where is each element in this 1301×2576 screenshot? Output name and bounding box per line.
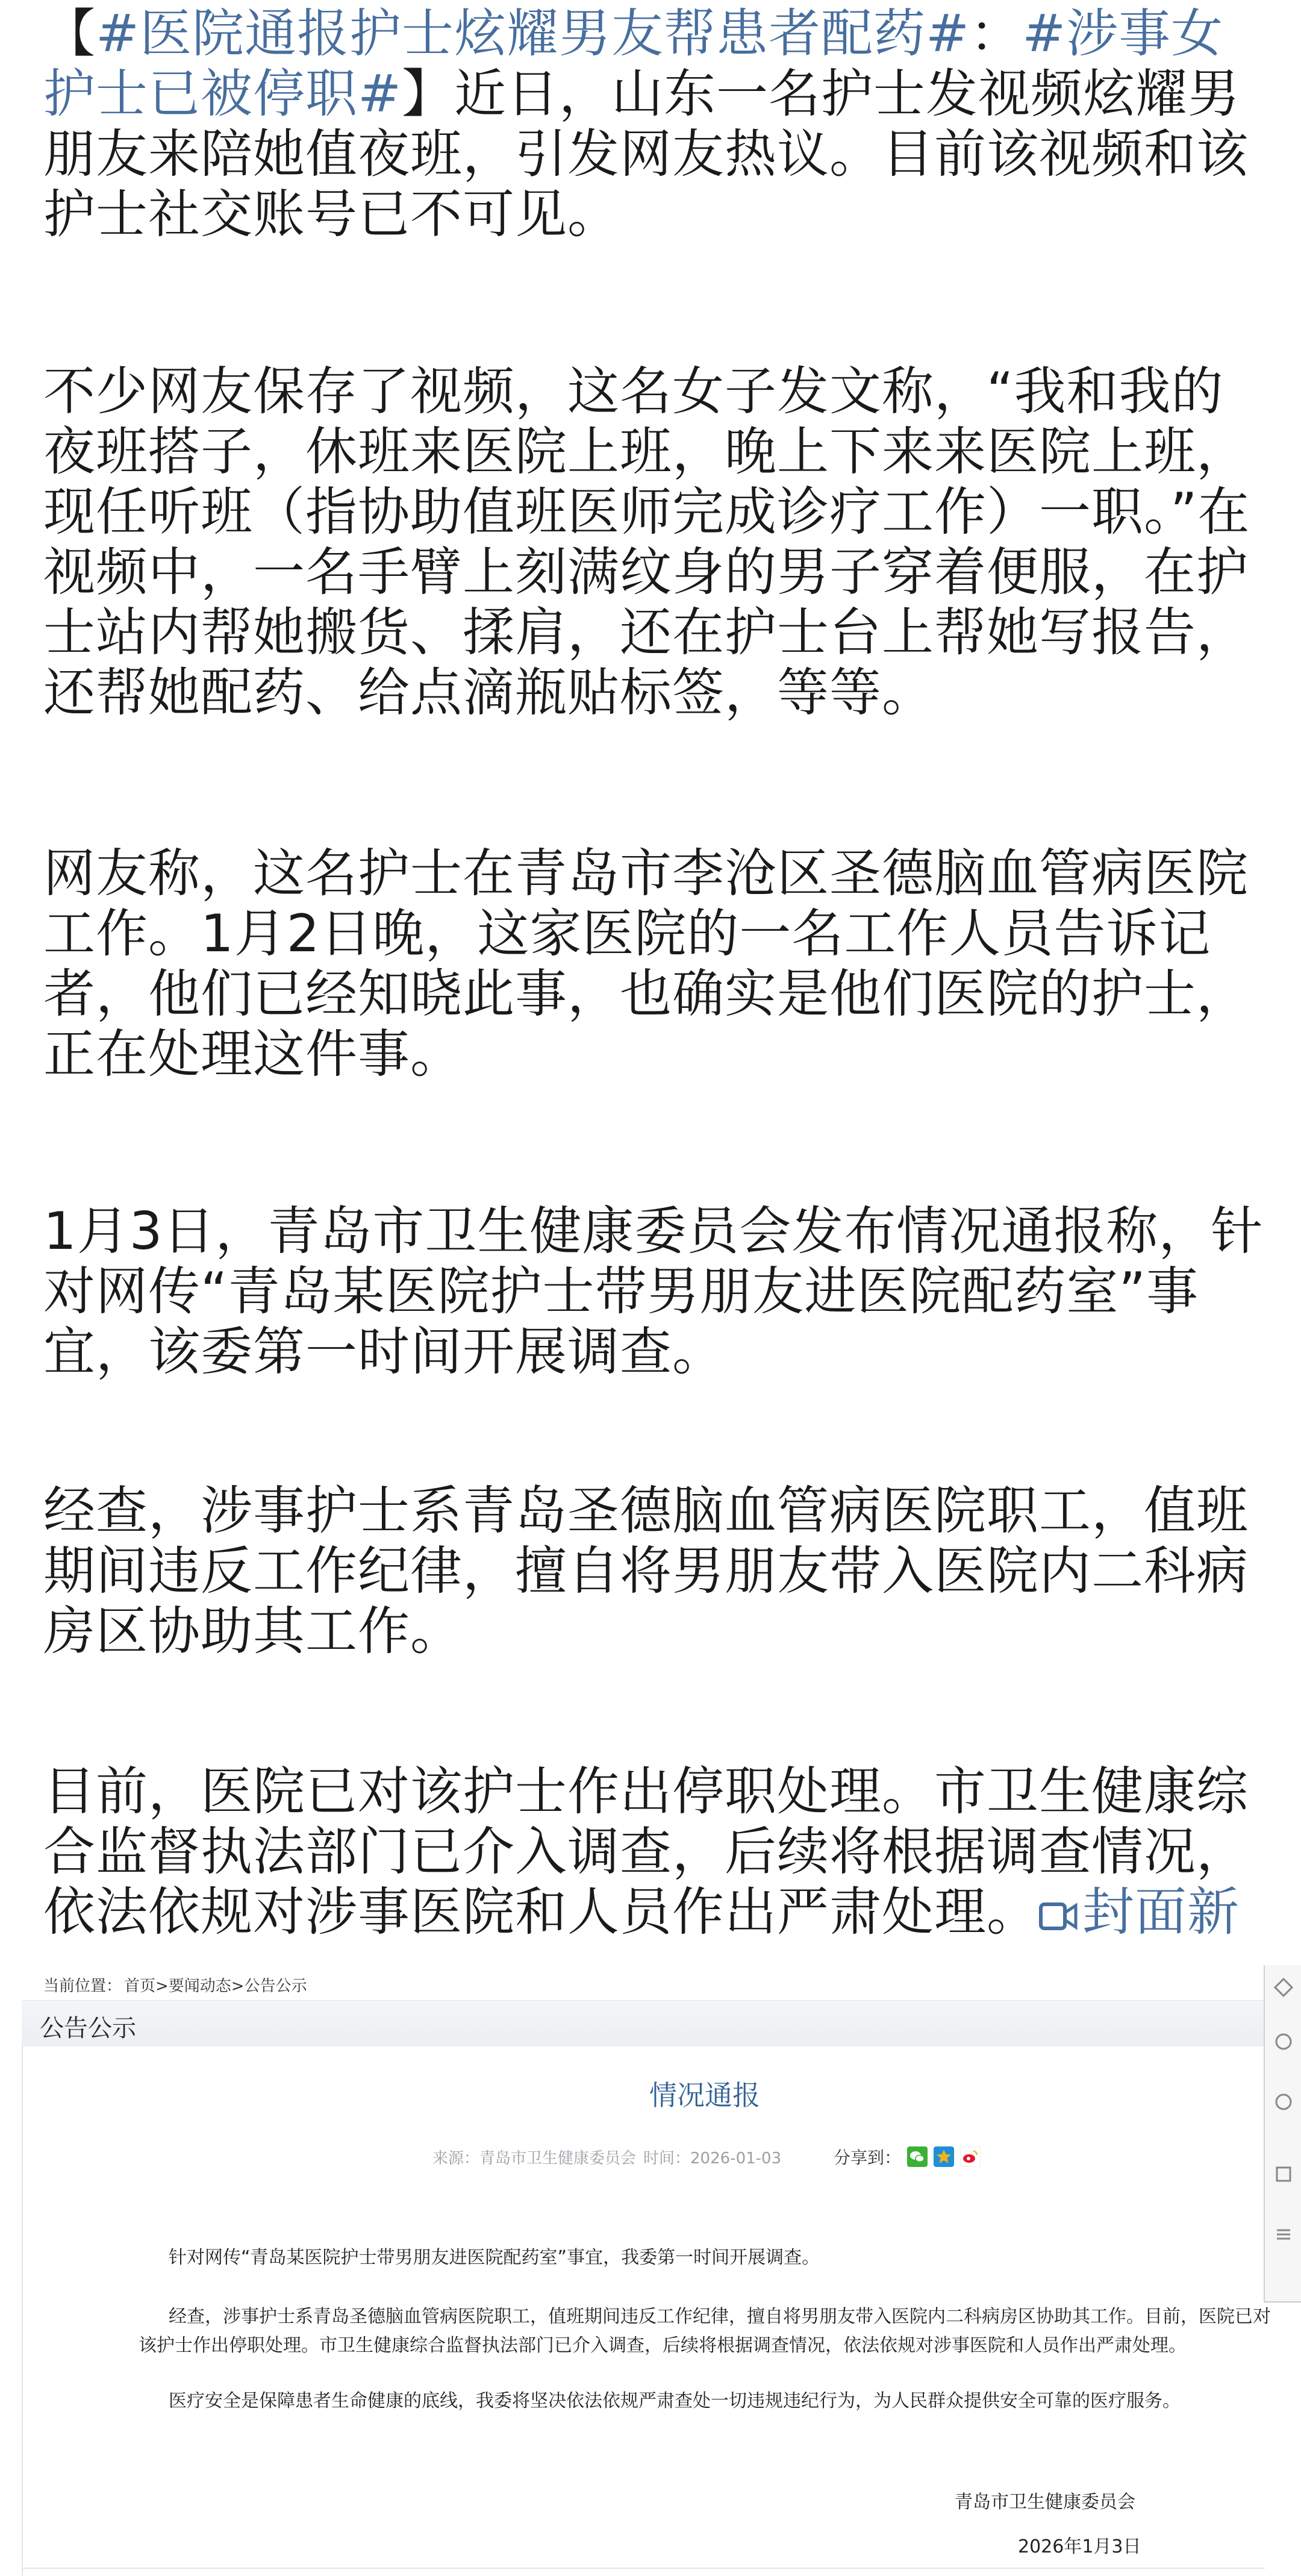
notice-time: 时间：2026-01-03 bbox=[643, 2149, 782, 2168]
notice-signature: 青岛市卫生健康委员会 bbox=[955, 2492, 1135, 2513]
wechat-share-icon[interactable] bbox=[907, 2146, 928, 2167]
qzone-share-icon[interactable] bbox=[934, 2146, 954, 2167]
notice-source: 来源：青岛市卫生健康委员会 bbox=[432, 2149, 637, 2168]
video-link-icon bbox=[1039, 1899, 1078, 1933]
weibo-share-icon[interactable] bbox=[960, 2146, 981, 2167]
source-link-label: 封面新 bbox=[1082, 1882, 1240, 1942]
diamond-icon[interactable] bbox=[1273, 1977, 1294, 1998]
square-icon[interactable] bbox=[1273, 2164, 1294, 2184]
bracket: 【 bbox=[43, 4, 96, 64]
paragraph-6-text: 目前，医院已对该护士作出停职处理。市卫生健康综合监督执法部门已介入调查，后续将根据调查情况，依法依规对涉事医院和人员作出严肃处理。 bbox=[43, 1762, 1249, 1942]
post-paragraph-4: 1月3日，青岛市卫生健康委员会发布情况通报称，针对网传“青岛某医院护士带男朋友进医院配药室”事宜，该委第一时间开展调查。 bbox=[43, 1201, 1264, 1382]
section-header bbox=[22, 2000, 1265, 2046]
notice-paragraph-1: 针对网传“青岛某医院护士带男朋友进医院配药室”事宜，我委第一时间开展调查。 bbox=[169, 2247, 820, 2268]
notice-paragraph-2: 经查，涉事护士系青岛圣德脑血管病医院职工，值班期间违反工作纪律，擅自将男朋友带入医院内二科病房区协助其工作。目前，医院已对该护士作出停职处理。市卫生健康综合监督执法部门已介入调查，后续将根据调查情况，依法依规对涉事医院和人员作出严肃处理。 bbox=[139, 2306, 1271, 2356]
breadcrumb-label: 当前位置： bbox=[43, 1977, 122, 1995]
post-paragraph-6 bbox=[43, 1762, 1266, 1942]
circle-icon[interactable] bbox=[1273, 2031, 1294, 2052]
separator: ： bbox=[970, 4, 1023, 64]
post-paragraph-1 bbox=[43, 4, 1266, 245]
breadcrumb-path[interactable]: 首页>要闻动态>公告公示 bbox=[124, 1977, 307, 1995]
section-title: 公告公示 bbox=[40, 2015, 136, 2042]
hashtag-hospital-report[interactable]: #医院通报护士炫耀男友帮患者配药# bbox=[96, 4, 970, 64]
breadcrumb bbox=[43, 1974, 310, 1996]
notice-date: 2026年1月3日 bbox=[1018, 2536, 1141, 2557]
paragraph-1-text: 】近日，山东一名护士发视频炫耀男朋友来陪她值夜班，引发网友热议。目前该视频和该护士社交账号已不可见。 bbox=[43, 64, 1249, 245]
content-border bbox=[22, 2046, 23, 2576]
post-paragraph-2: 不少网友保存了视频，这名女子发文称，“我和我的夜班搭子，休班来医院上班，晚上下来来医院上班，现任听班（指协助值班医师完成诊疗工作）一职。”在视频中，一名手臂上刻满纹身的男子穿着便服，在护士站内帮她搬货、揉肩，还在护士台上帮她写报告，还帮她配药、给点滴瓶贴标签，等等。 bbox=[43, 361, 1250, 723]
floating-side-toolbar[interactable] bbox=[1264, 1965, 1301, 2302]
post-paragraph-3: 网友称，这名护士在青岛市李沧区圣德脑血管病医院工作。1月2日晚，这家医院的一名工作人员告诉记者，他们已经知晓此事，也确实是他们医院的护士，正在处理这件事。 bbox=[43, 843, 1249, 1084]
circle-icon-2[interactable] bbox=[1273, 2092, 1294, 2112]
content-border-bottom bbox=[22, 2568, 1265, 2569]
share-label: 分享到： bbox=[834, 2148, 902, 2168]
notice-paragraph-3: 医疗安全是保障患者生命健康的底线，我委将坚决依法依规严肃查处一切违规违纪行为，为人民群众提供安全可靠的医疗服务。 bbox=[169, 2390, 1181, 2412]
notice-meta bbox=[432, 2146, 788, 2168]
menu-icon[interactable] bbox=[1273, 2224, 1294, 2245]
hashtag-nurse-suspended[interactable]: #涉事女护士已被停职# bbox=[43, 4, 1224, 124]
share-bar bbox=[834, 2145, 981, 2169]
post-paragraph-5: 经查，涉事护士系青岛圣德脑血管病医院职工，值班期间违反工作纪律，擅自将男朋友带入医院内二科病房区协助其工作。 bbox=[43, 1481, 1249, 1662]
source-link[interactable] bbox=[1039, 1882, 1240, 1942]
official-notice-screenshot bbox=[0, 1965, 1301, 2576]
notice-title: 情况通报 bbox=[649, 2079, 760, 2112]
